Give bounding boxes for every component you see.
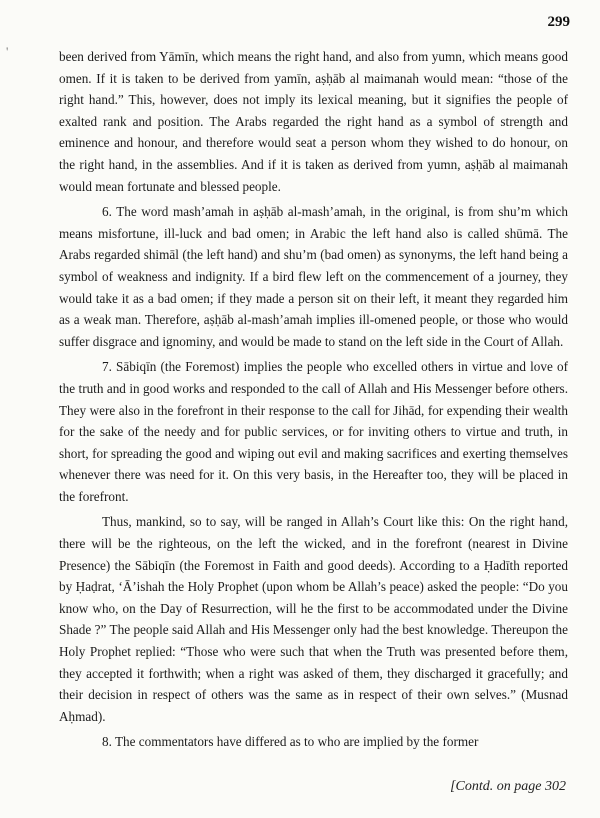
paragraph-continuation: been derived from Yāmīn, which means the right hand, and also from yumn, which means good omen. If it is taken to be derived from yamīn, aṣḥāb al maimanah would mean: “those of the right hand.” This, however, does not imply its lexical meaning, but it signifies the people of exalted rank and position. The Arabs regarded the right hand as a symbol of strength and eminence and honour, and therefore would seat a person whom they wished to do honour, on the right hand, in the assemblies. And if it is taken as derived from yumn, aṣḥāb al maimanah would mean fortunate and blessed people. [59,49,568,194]
margin-mark: ' [6,44,9,59]
paragraph-note-8: 8. The commentators have differed as to who are implied by the former [102,734,479,750]
paragraph-thus: Thus, mankind, so to say, will be ranged in Allah’s Court like this: On the right hand, there will be the righteous, on the left the wicked, and in the forefront (nearest in Divine Presence) the Sābiqīn (the Foremost in Faith and good deeds). According to a Ḥadīth reported by Ḥaḍrat, ‘Ā’ishah the Holy Prophet (upon whom be Allah’s peace) asked the people: “Do you know who, on the Day of Resurrection, will he the first to be accommodated under the Divine Shade ?” The people said Allah and His Messenger only had the best knowledge. Thereupon the Holy Prophet replied: “Those who were such that when the Truth was presented before them, they accepted it forthwith; when a right was asked of them, they discharged it gracefully; and their decision in respect of others was the same as in respect of their own selves.” (Musnad Aḥmad). [59,514,568,724]
page-number: 299 [547,14,570,30]
paragraph-note-6: 6. The word mash’amah in aṣḥāb al-mash’amah, in the original, is from shu’m which means misfortune, ill-luck and bad omen; in Arabic the left hand also is called shūmā. The Arabs regarded shimāl (the left hand) and shu’m (bad omen) as synonyms, the left hand being a symbol of weakness and indignity. If a bird flew left on the commencement of a journey, they would take it as a bad omen; if they made a person sit on their left, it meant they regarded him as a weak man. Therefore, aṣḥāb al-mash’amah implies ill-omened people, or those who would suffer disgrace and ignominy, and would be made to stand on the left side in the Court of Allah. [59,204,568,349]
continued-note: [Contd. on page 302 [450,779,566,794]
paragraph-note-7: 7. Sābiqīn (the Foremost) implies the people who excelled others in virtue and love of the truth and in good works and responded to the call of Allah and His Messenger before others. They were also in the forefront in their response to the call for Jihād, for expending their wealth for the sake of the needy and for public services, or for inviting others to virtue and truth, in short, for spreading the good and wiping out evil and making sacrifices and exerting themselves whenever there was need for it. On this very basis, in the Hereafter too, they will be placed in the forefront. [59,359,568,504]
body-text [59,46,568,753]
